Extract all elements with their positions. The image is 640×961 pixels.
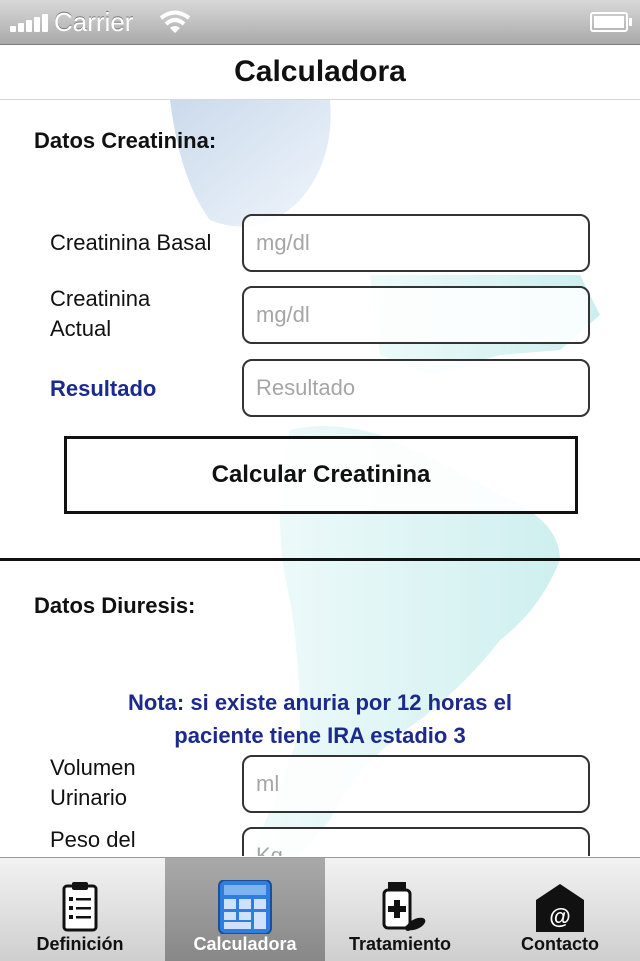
tab-calculadora[interactable] <box>165 858 325 961</box>
tab-tratamiento[interactable] <box>320 858 480 961</box>
resultado-label: Resultado <box>50 376 157 401</box>
calculator-icon <box>215 880 275 934</box>
volumen-label-line2: Urinario <box>50 785 128 810</box>
tab-definicion-label: Definición <box>36 934 124 954</box>
nav-bar <box>0 45 640 100</box>
creatinina-actual-input[interactable] <box>242 286 590 344</box>
tab-contacto-label: Contacto <box>521 934 599 954</box>
svg-text:@: @ <box>549 904 571 929</box>
anuria-note-line2: paciente tiene IRA estadio 3 <box>174 723 466 748</box>
volumen-urinario-input[interactable] <box>242 755 590 813</box>
carrier-label: Carrier <box>54 7 134 37</box>
peso-input[interactable] <box>242 827 590 856</box>
resultado-input[interactable] <box>242 359 590 417</box>
mail-icon <box>530 880 590 934</box>
calcular-creatinina-button[interactable]: Calcular Creatinina <box>64 436 578 514</box>
creatinina-actual-label <box>50 284 150 344</box>
tab-calculadora-label: Calculadora <box>193 934 297 954</box>
tab-bar <box>0 857 640 961</box>
anuria-note-line1: Nota: si existe anuria por 12 horas el <box>128 690 512 715</box>
tab-tratamiento-label: Tratamiento <box>348 934 452 954</box>
creatinina-basal-label: Creatinina Basal <box>50 230 212 255</box>
page-title: Calculadora <box>234 55 406 88</box>
clipboard-icon <box>50 880 110 934</box>
calculator-form[interactable] <box>0 100 640 856</box>
creatinina-section-title: Datos Creatinina: <box>34 128 217 153</box>
creatinina-actual-label-line2: Actual <box>50 316 112 341</box>
signal-icon <box>10 14 48 32</box>
tab-contacto[interactable] <box>480 858 640 961</box>
battery-icon <box>590 12 628 32</box>
medicine-icon <box>370 880 430 934</box>
volumen-urinario-label <box>50 753 136 813</box>
wifi-icon <box>158 9 192 35</box>
creatinina-actual-label-line1: Creatinina <box>50 286 151 311</box>
anuria-note <box>0 686 640 752</box>
peso-label: Peso del <box>50 827 136 852</box>
section-divider <box>0 558 640 561</box>
volumen-label-line1: Volumen <box>50 755 136 780</box>
creatinina-basal-input[interactable] <box>242 214 590 272</box>
tab-definicion[interactable] <box>0 858 160 961</box>
diuresis-section-title: Datos Diuresis: <box>34 593 196 618</box>
